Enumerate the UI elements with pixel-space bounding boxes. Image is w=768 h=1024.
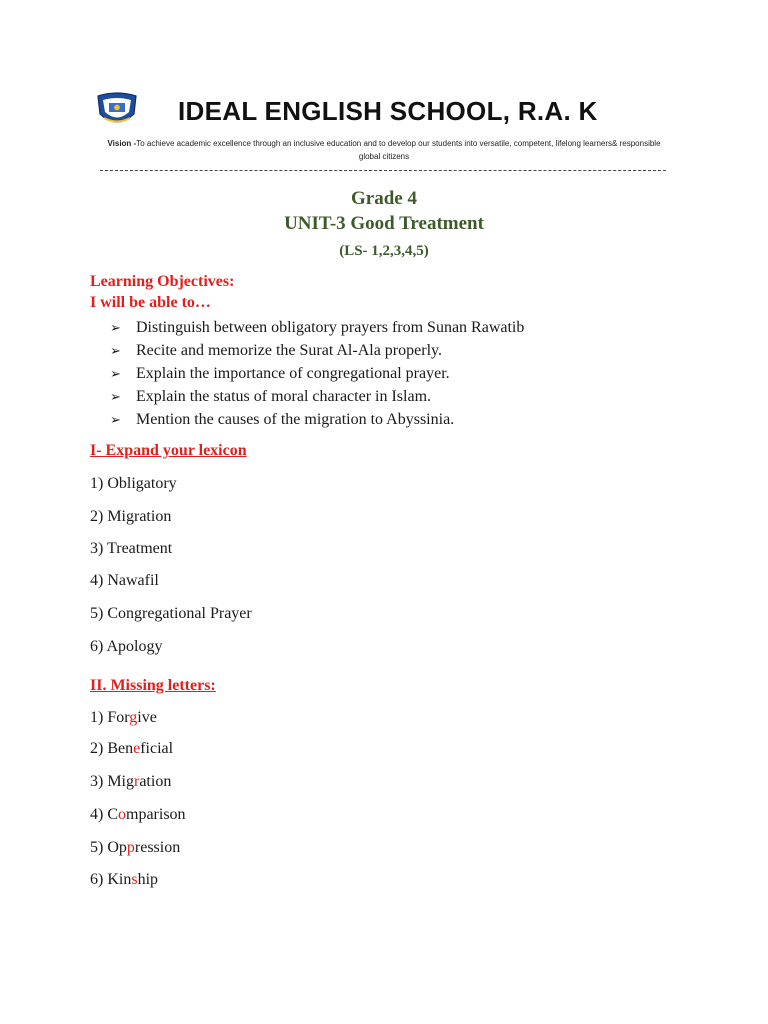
objective-text: Recite and memorize the Surat Al-Ala properly. — [136, 342, 442, 359]
word-prefix: 2) Ben — [90, 740, 134, 757]
missing-letter: e — [133, 740, 141, 757]
arrow-bullet-icon: ➢ — [110, 367, 121, 382]
word-suffix: mparison — [126, 806, 186, 823]
word-suffix: ression — [134, 839, 181, 856]
word-suffix: ficial — [140, 740, 174, 757]
word-prefix: 5) Op — [90, 839, 127, 856]
word-suffix: hip — [137, 871, 159, 888]
school-crest-icon — [94, 92, 140, 128]
list-item — [110, 386, 524, 409]
arrow-bullet-icon: ➢ — [110, 321, 121, 336]
header-divider — [100, 170, 666, 171]
able-to-heading: I will be able to… — [90, 294, 211, 311]
lexicon-item: 1) Obligatory — [90, 475, 177, 492]
missing-letter: r — [134, 773, 140, 790]
objective-text: Explain the importance of congregational prayer. — [136, 365, 450, 382]
arrow-bullet-icon: ➢ — [110, 413, 121, 428]
grade-title: Grade 4 — [351, 188, 417, 209]
word-prefix: 4) C — [90, 806, 118, 823]
missing-letter-item — [90, 709, 157, 727]
school-name: IDEAL ENGLISH SCHOOL, R.A. K — [178, 96, 598, 126]
unit-title: UNIT-3 Good Treatment — [284, 213, 484, 234]
word-prefix: 6) Kin — [90, 871, 132, 888]
lexicon-item: 6) Apology — [90, 638, 163, 655]
lexicon-item: 2) Migration — [90, 508, 172, 525]
missing-letters-heading: II. Missing letters: — [90, 677, 216, 694]
list-item — [110, 363, 524, 386]
objective-text: Mention the causes of the migration to Abyssinia. — [136, 411, 455, 428]
list-item — [110, 317, 524, 340]
missing-letter-item — [90, 740, 173, 758]
missing-letter: p — [126, 839, 135, 856]
vision-statement — [100, 137, 668, 163]
missing-letter: s — [131, 871, 138, 888]
objective-text: Explain the status of moral character in Islam. — [136, 388, 432, 405]
word-prefix: 3) Mig — [90, 773, 134, 790]
objectives-list — [110, 317, 524, 432]
missing-letter-item — [90, 839, 180, 857]
missing-letter-item — [90, 871, 158, 889]
objective-text: Distinguish between obligatory prayers from Sunan Rawatib — [136, 319, 525, 336]
word-suffix: ation — [139, 773, 172, 790]
lexicon-item: 4) Nawafil — [90, 572, 159, 589]
lexicon-heading: I- Expand your lexicon — [90, 442, 247, 459]
word-suffix: ive — [137, 709, 157, 726]
word-prefix: 1) For — [90, 709, 130, 726]
missing-letter: o — [118, 806, 126, 823]
vision-label: Vision - — [107, 139, 137, 148]
list-item — [110, 340, 524, 363]
lexicon-item: 3) Treatment — [90, 540, 173, 557]
ls-subtitle: (LS- 1,2,3,4,5) — [339, 243, 429, 259]
lexicon-item: 5) Congregational Prayer — [90, 605, 252, 622]
arrow-bullet-icon: ➢ — [110, 390, 121, 405]
learning-objectives-heading: Learning Objectives: — [90, 273, 235, 290]
arrow-bullet-icon: ➢ — [110, 344, 121, 359]
vision-text: To achieve academic excellence through an inclusive education and to develop our students into versatile, competent, lifelong learners& responsible global citizens — [136, 139, 661, 161]
missing-letter-item — [90, 773, 171, 791]
list-item — [110, 409, 524, 432]
missing-letter-item — [90, 806, 186, 824]
missing-letter: g — [129, 709, 138, 726]
